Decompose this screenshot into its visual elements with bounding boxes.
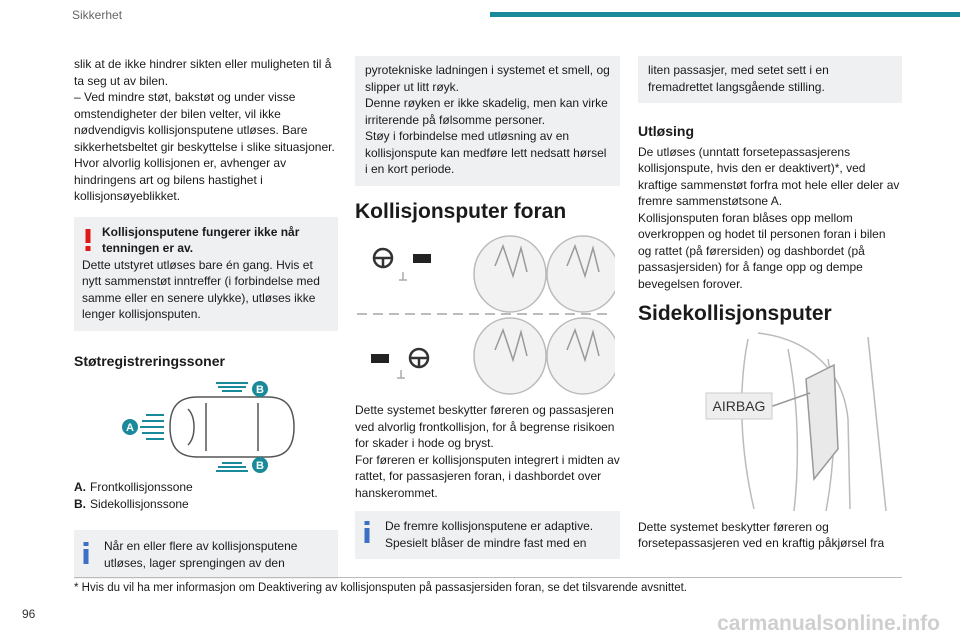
dashboard-airbag-icon [413,254,431,263]
warning-icon [84,229,92,251]
footnote-divider [74,577,902,578]
legend-text: Frontkollisjonssone [90,480,193,494]
zones-legend [74,479,338,512]
watermark: carmanualsonline.info [717,612,940,635]
deploy-paragraph-2: Kollisjonsputen foran blåses opp mellom overkroppen og hodet til personen foran i bilen og rattet (på førersiden) og dashbordet (på passasjersiden) for å fange opp og dempe bevegelsen forover. [638,210,886,291]
zone-b-label-bottom: B [256,460,264,472]
zone-b-label-top: B [256,384,264,396]
seat-marker-icon-lower [397,370,405,378]
side-airbags-body: Dette systemet beskytter føreren og forsetepassasjeren ved en kraftig påkjørsel fra [638,519,885,550]
continued-info-box [638,56,902,103]
legend-text: Sidekollisjonssone [90,496,189,511]
info-box [74,530,338,579]
front-airbags-body [355,402,620,501]
info-box [355,511,620,559]
legend-key: A. [74,480,86,494]
front-airbags-heading: Kollisjonsputer foran [355,199,567,223]
box-paragraph-3: Støy i forbindelse med utløsning av en kollisjonspute kan medføre lett nedsatt hørsel i en kort periode. [365,129,607,176]
info-text: De fremre kollisjonsputene er adaptive. Spesielt blåser de mindre fast med en [385,519,594,550]
legend-item [74,479,338,496]
section-label: Sikkerhet [72,8,123,22]
column-3 [638,56,902,552]
header-accent-bar [490,12,960,17]
intro-paragraph-2: – Ved mindre støt, bakstøt og under visse omstendigheter der bilen velter, vil ikke nødvendigvis kollisjonsputene utløses. Bare sikkerhetsbeltet gir beskyttelse i slike situasjoner. [74,90,335,154]
warning-title: Kollisjonsputene fungerer ikke når tenningen er av. [102,224,300,255]
intro-paragraph-1: slik at de ikke hindrer sikten eller muligheten til å ta seg ut av bilen. [74,57,332,88]
impact-zones-diagram [118,377,318,477]
box-paragraph: liten passasjer, med setet sett i en fremadrettet langsgående stilling. [648,63,829,94]
steering-wheel-icon-lower [410,349,428,367]
deploy-heading: Utløsing [638,123,694,139]
column-1 [74,56,338,579]
front-occupants-top [474,236,615,312]
dashboard-airbag-icon-lower [371,354,389,363]
side-impact-arrows-bottom [216,463,248,471]
car-top-view-illustration [170,397,294,457]
side-impact-arrows-top [216,383,248,391]
intro-paragraph-3: Hvor alvorlig kollisjonen er, avhenger av hindringens art og bilens hastighet i kollisjonsøyeblikket. [74,156,287,203]
box-paragraph-2: Denne røyken er ikke skadelig, men kan virke irriterende på følsomme personer. [365,96,608,127]
steering-wheel-icon [374,249,392,267]
warning-body: Dette utstyret utløses bare én gang. Hvis et nytt sammenstøt inntreffer (i forbindelse med samme eller en senere ulykke), utløses ikke lenger kollisjonsputen. [82,257,320,321]
side-airbags-heading: Sidekollisjonsputer [638,302,832,325]
airbag-label: AIRBAG [712,397,766,414]
footnote: * Hvis du vil ha mer informasjon om Deaktivering av kollisjonsputen på passasjersiden foran, se det tilsvarende avsnittet. [74,582,687,594]
seat-marker-icon [399,272,407,280]
info-icon [363,521,371,543]
box-paragraph-1: pyrotekniske ladningen i systemet et smell, og slipper ut litt røyk. [365,63,610,94]
page-number: 96 [22,607,36,621]
front-impact-arrows [140,415,164,439]
side-airbag-illustration [638,329,902,515]
body-paragraph-2: For føreren er kollisjonsputen integrert i midten av rattet, for passasjeren foran, i dashbordet over hanskerommet. [355,452,620,500]
continued-info-box [355,56,620,186]
zone-a-label: A [126,422,134,434]
legend-key: B. [74,496,86,511]
body-paragraph-1: Dette systemet beskytter føreren og passasjeren ved alvorlig frontkollisjon, for å begrense risikoen for skader i hode og bryst. [355,403,615,450]
deploy-paragraph-1: De utløses (unntatt forsetepassasjerens kollisjonspute, hvis den er deaktivert)*, ved kraftige sammenstøt forfra mot hele eller deler av fremre sammenstøtsone A. [638,144,900,208]
column-2 [355,56,620,559]
front-airbags-illustration [355,226,615,398]
info-icon [82,542,90,564]
zones-heading: Støtregistreringssoner [74,352,225,369]
front-occupants-bottom [474,318,615,394]
airbag-pointer-line [770,393,810,407]
info-text: Når en eller flere av kollisjonsputene utløses, lager sprengingen av den [104,539,298,570]
warning-box [74,217,338,331]
legend-item [74,496,338,513]
